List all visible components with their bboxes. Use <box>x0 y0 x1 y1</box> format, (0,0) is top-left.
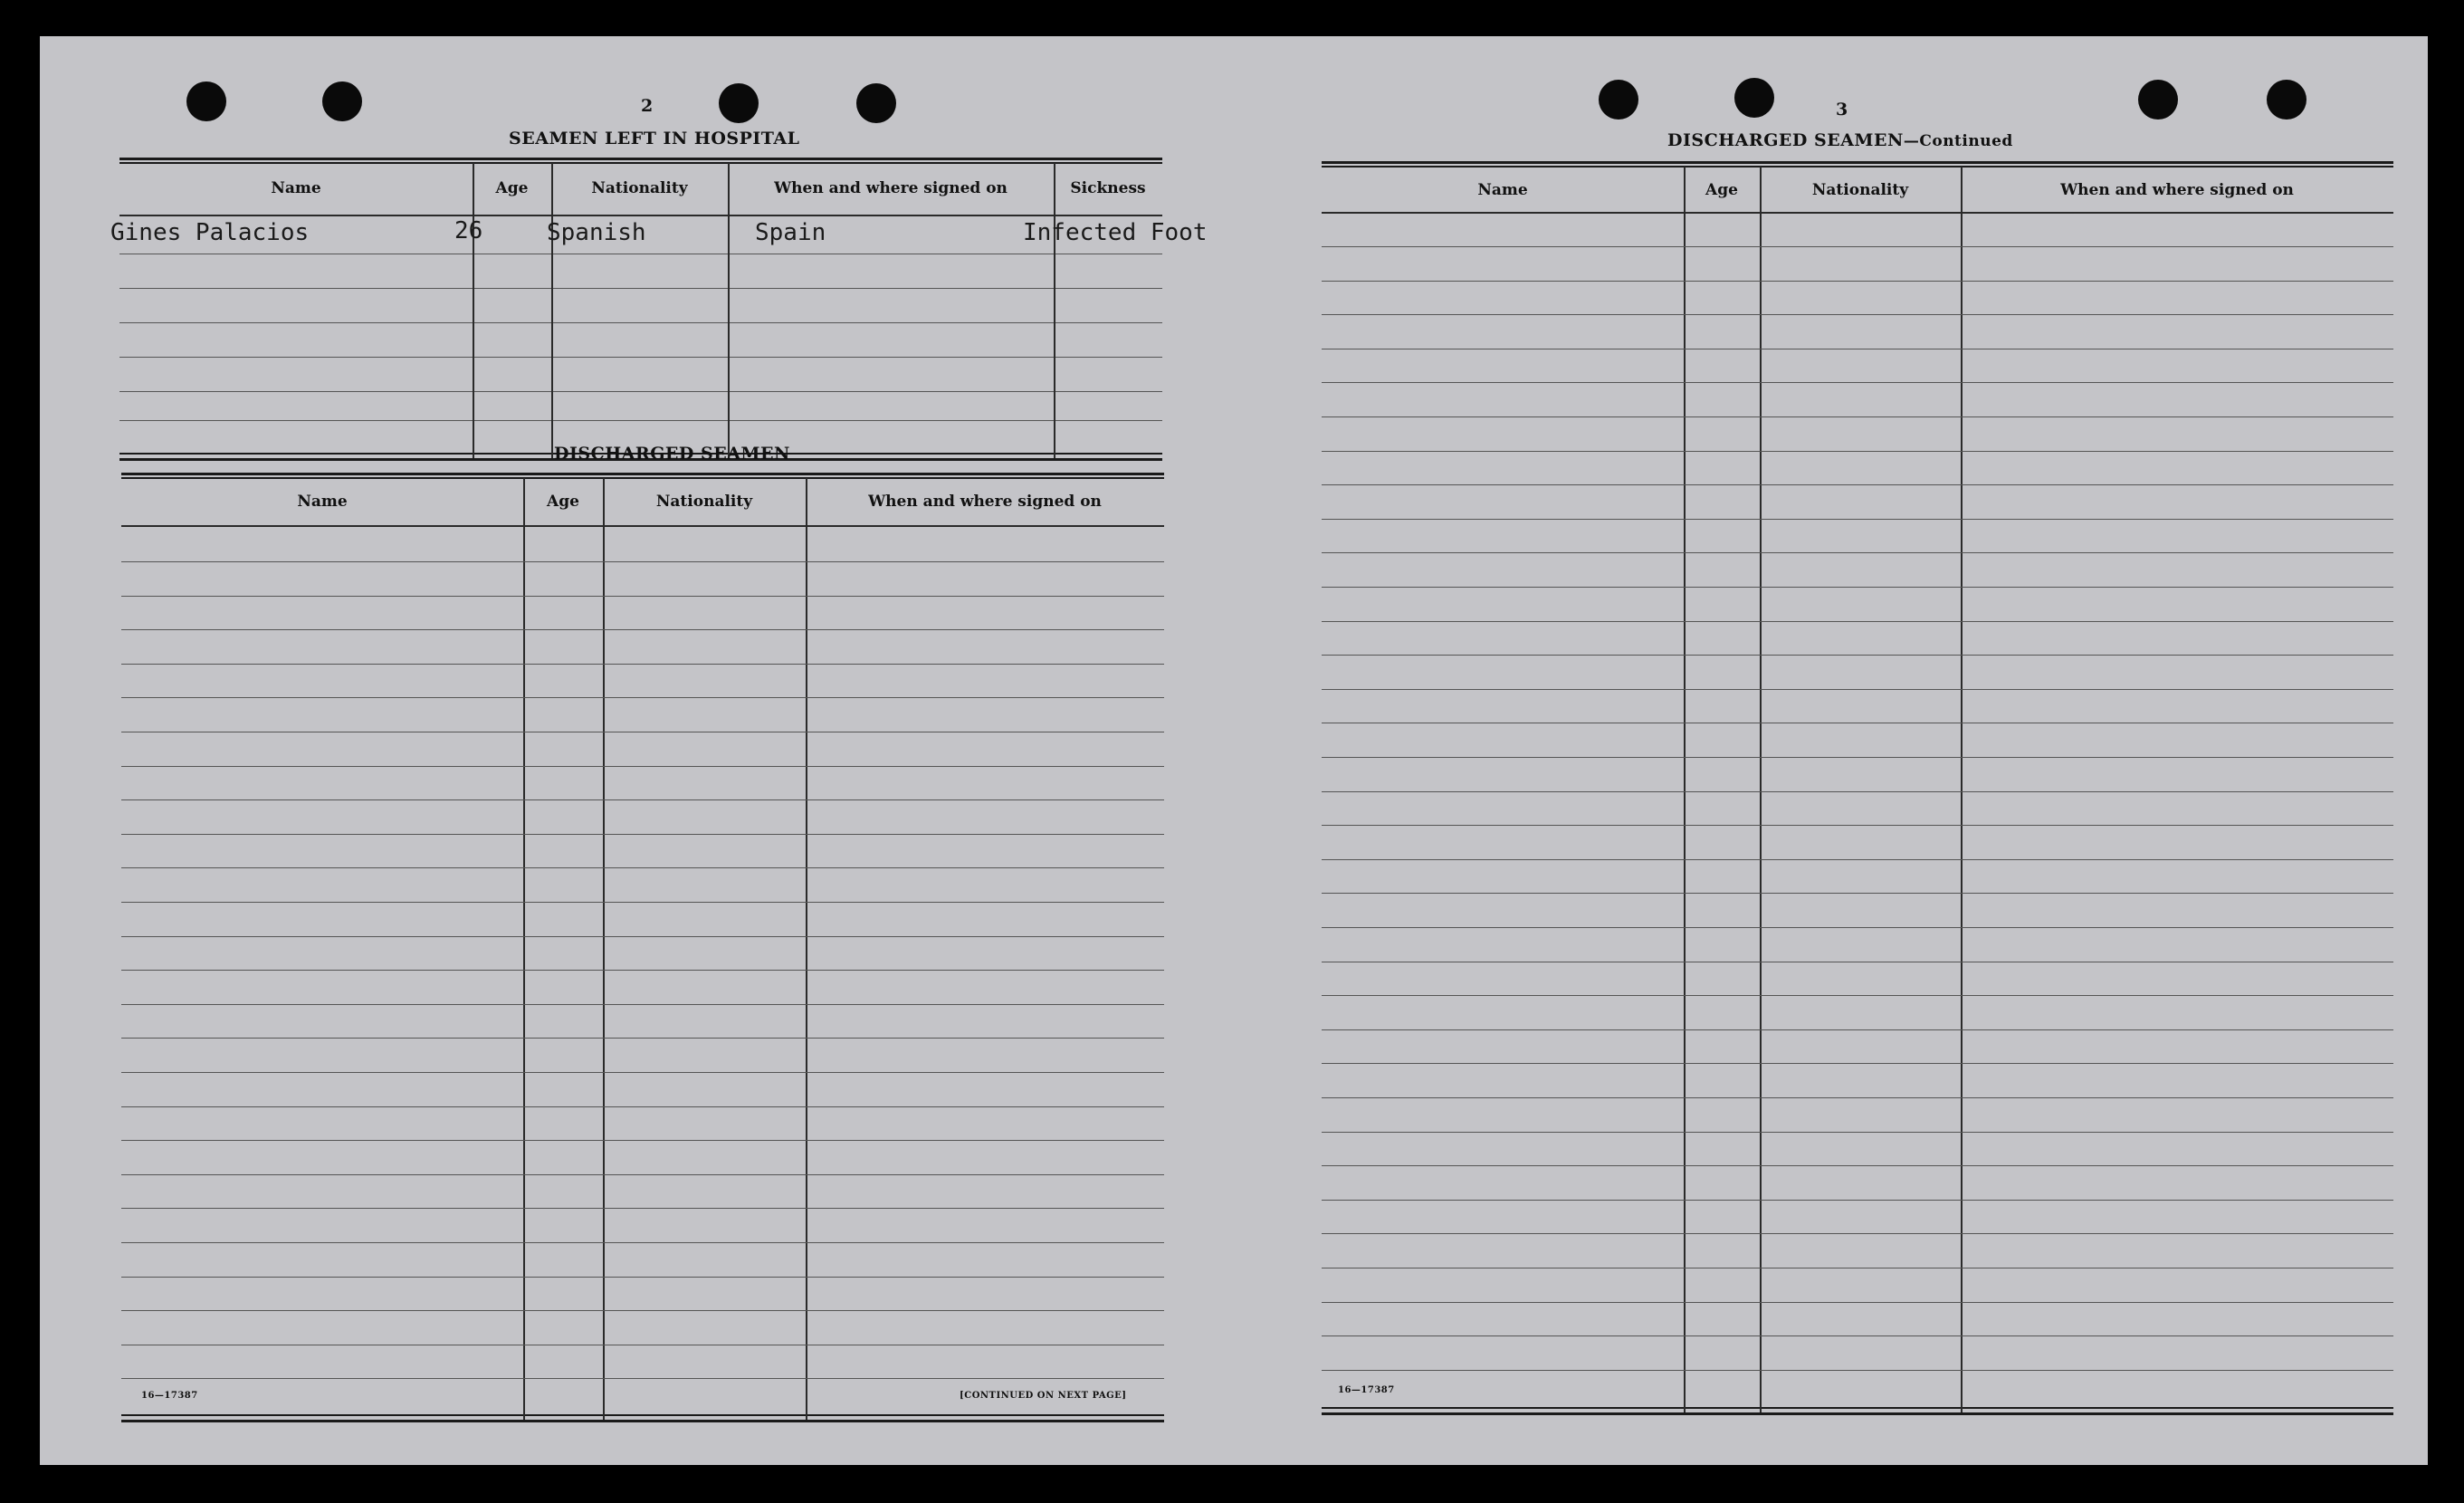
ruled-line <box>121 902 1164 903</box>
discharged-section-title: DISCHARGED SEAMEN <box>554 444 790 464</box>
ruled-line <box>1322 314 2393 315</box>
ruled-line <box>1322 519 2393 520</box>
continued-note: [CONTINUED ON NEXT PAGE] <box>960 1391 1127 1401</box>
form-number-right: 16—17387 <box>1338 1385 1395 1395</box>
document-sheet <box>40 36 2428 1465</box>
ruled-line <box>1322 1063 2393 1064</box>
ruled-line <box>121 1140 1164 1141</box>
ruled-line <box>1322 927 2393 928</box>
ruled-line <box>1322 825 2393 826</box>
ruled-line <box>1322 1165 2393 1166</box>
ruled-line <box>1322 1097 2393 1098</box>
ruled-line <box>1322 1029 2393 1030</box>
punch-hole <box>1734 78 1774 118</box>
ruled-line <box>121 1038 1164 1039</box>
title-main: DISCHARGED SEAMEN <box>1667 130 1904 150</box>
hospital-entry-sickness: Infected Foot <box>1023 219 1208 246</box>
punch-hole <box>719 83 759 123</box>
ruled-line <box>1322 484 2393 485</box>
hospital-entry-name: Gines Palacios <box>110 219 310 246</box>
ruled-line <box>121 1106 1164 1107</box>
ruled-line <box>1322 1233 2393 1234</box>
ruled-line <box>121 766 1164 767</box>
ruled-line <box>1322 1302 2393 1303</box>
column-header: Name <box>297 493 348 511</box>
page-number-left: 2 <box>641 96 654 116</box>
punch-hole <box>322 81 362 121</box>
ruled-line <box>121 1004 1164 1005</box>
discharged-table-right <box>1322 161 2393 1418</box>
hospital-entry-age: 26 <box>454 217 483 244</box>
column-header: Name <box>271 179 321 197</box>
ruled-line <box>1322 893 2393 894</box>
column-header: When and where signed on <box>774 179 1008 197</box>
ruled-line <box>121 596 1164 597</box>
ruled-line <box>121 936 1164 937</box>
page-number-right: 3 <box>1836 100 1848 120</box>
ruled-line <box>121 697 1164 698</box>
ruled-line <box>1322 791 2393 792</box>
column-header: Nationality <box>591 179 688 197</box>
ruled-line <box>121 1277 1164 1278</box>
ruled-line <box>1322 246 2393 247</box>
ruled-line <box>1322 689 2393 690</box>
ruled-line <box>121 867 1164 868</box>
ruled-line <box>1322 1370 2393 1371</box>
ruled-line <box>121 561 1164 562</box>
column-header: When and where signed on <box>2060 181 2294 199</box>
hospital-entry-nationality: Spanish <box>547 219 646 246</box>
column-header: Name <box>1477 181 1528 199</box>
ruled-line <box>1322 416 2393 417</box>
punch-hole <box>2267 80 2306 120</box>
ruled-line <box>121 1242 1164 1243</box>
punch-hole <box>2138 80 2178 120</box>
ruled-line <box>1322 587 2393 588</box>
ruled-line <box>1322 552 2393 553</box>
ruled-line <box>1322 621 2393 622</box>
hospital-entry-signed-on: Spain <box>755 219 826 246</box>
column-header: Nationality <box>655 493 753 511</box>
punch-hole <box>186 81 226 121</box>
column-header: Nationality <box>1811 181 1909 199</box>
ruled-line <box>121 629 1164 630</box>
ruled-line <box>121 1174 1164 1175</box>
column-header: Age <box>547 493 579 511</box>
column-header: When and where signed on <box>868 493 1102 511</box>
punch-hole <box>856 83 896 123</box>
ruled-line <box>121 1208 1164 1209</box>
ruled-line <box>1322 1200 2393 1201</box>
discharged-table-left <box>121 473 1164 1425</box>
ruled-line <box>121 1072 1164 1073</box>
ruled-line <box>1322 382 2393 383</box>
ruled-line <box>1322 655 2393 656</box>
form-number-left: 16—17387 <box>141 1391 198 1401</box>
ruled-line <box>1322 281 2393 282</box>
ruled-line <box>121 664 1164 665</box>
title-suffix: —Continued <box>1903 132 2013 150</box>
ruled-line <box>121 970 1164 971</box>
ruled-line <box>121 1378 1164 1379</box>
column-header: Age <box>495 179 529 197</box>
punch-hole <box>1599 80 1638 120</box>
ruled-line <box>1322 1132 2393 1133</box>
ruled-line <box>121 834 1164 835</box>
ruled-line <box>1322 451 2393 452</box>
discharged-continued-title <box>1667 130 2013 150</box>
column-header: Sickness <box>1070 179 1146 197</box>
ruled-line <box>1322 995 2393 996</box>
ruled-line <box>1322 859 2393 860</box>
ruled-line <box>121 1310 1164 1311</box>
hospital-section-title: SEAMEN LEFT IN HOSPITAL <box>509 129 800 148</box>
ruled-line <box>1322 1335 2393 1336</box>
ruled-line <box>121 799 1164 800</box>
hospital-table <box>119 158 1162 464</box>
column-header: Age <box>1705 181 1738 199</box>
ruled-line <box>1322 757 2393 758</box>
